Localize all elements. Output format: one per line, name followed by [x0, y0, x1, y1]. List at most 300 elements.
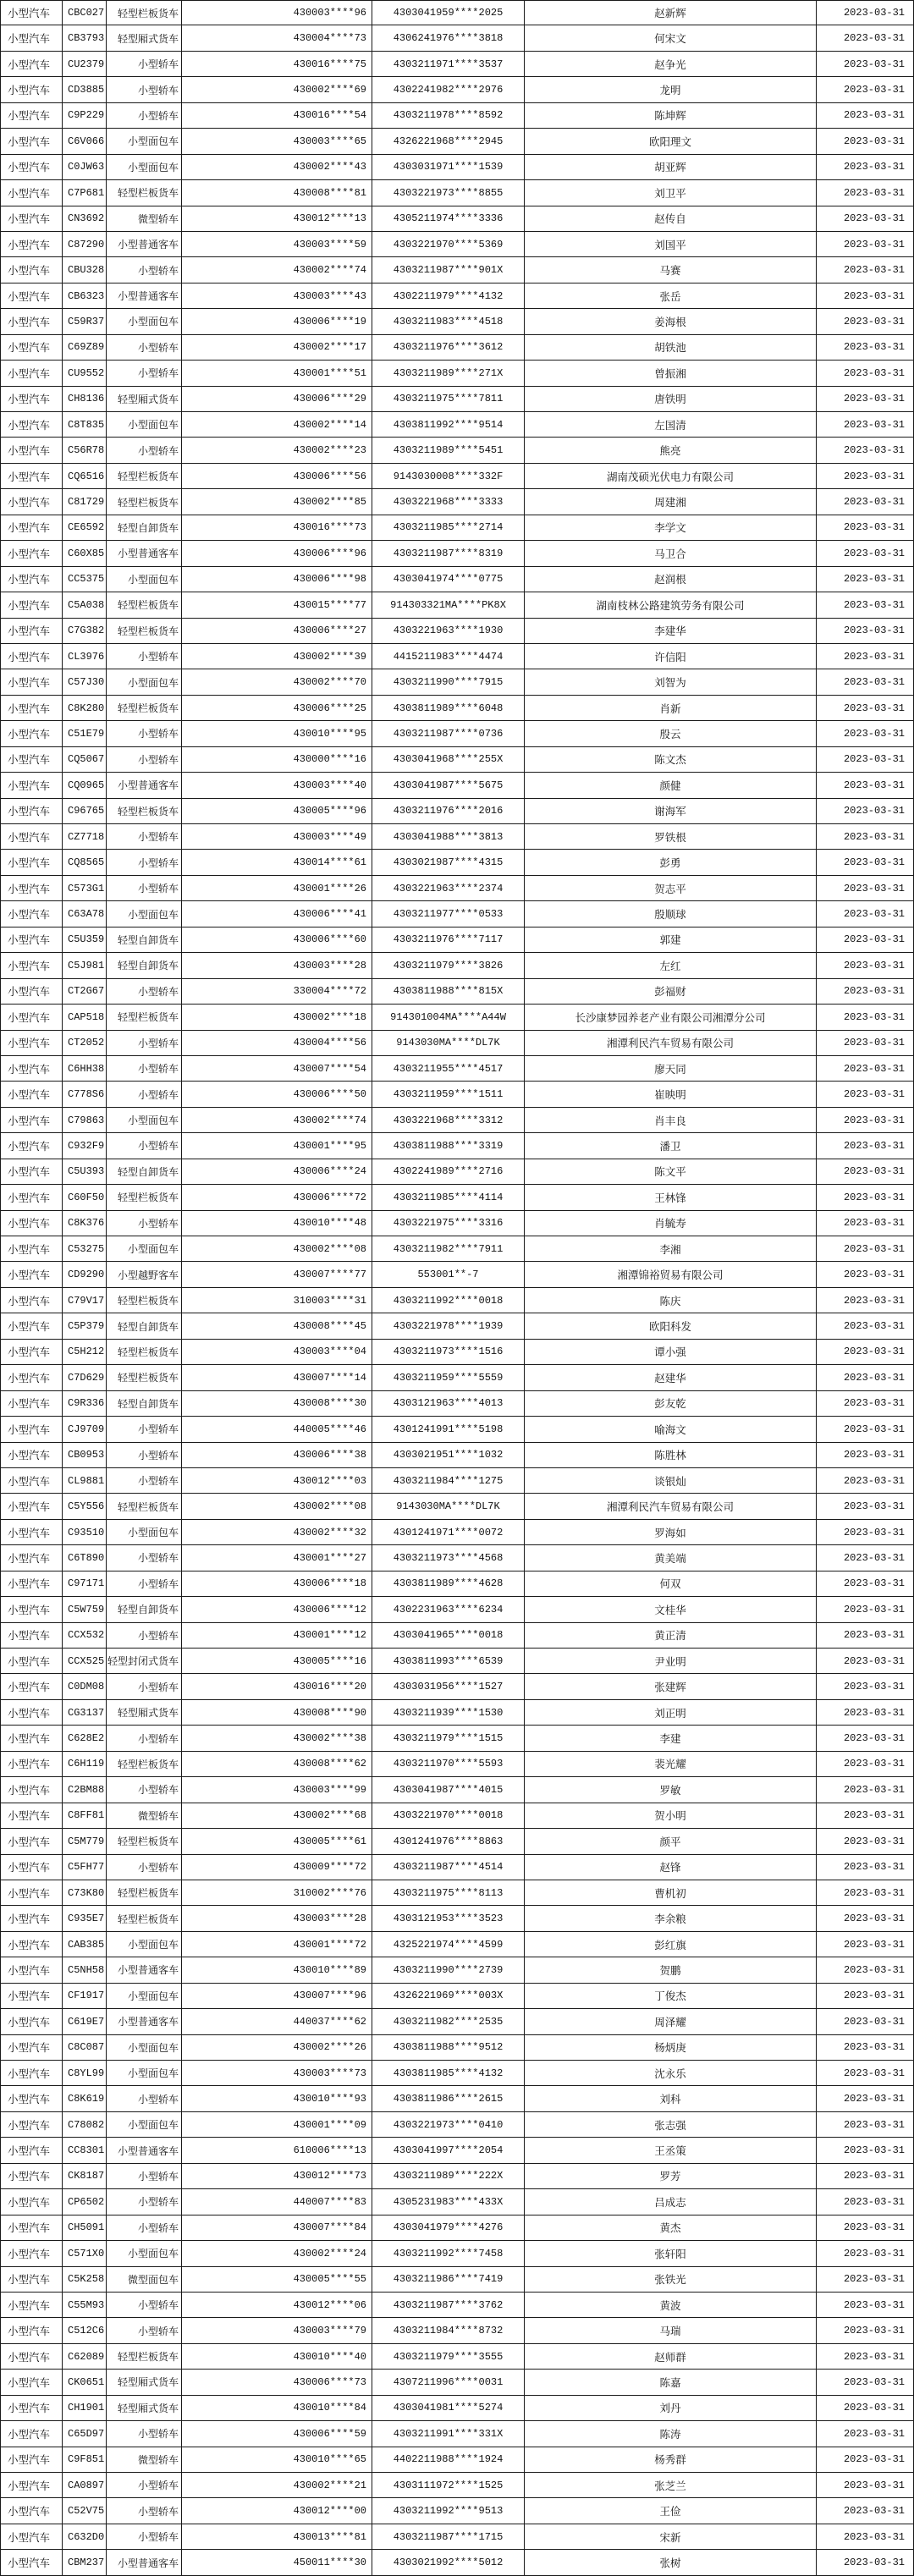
vehicle-type-cell: 小型汽车 — [0, 824, 63, 850]
owner-name-cell: 曾振湘 — [525, 361, 817, 386]
date-cell: 2023-03-31 — [817, 2524, 914, 2550]
table-row — [0, 2164, 914, 2189]
id-number-cell: 4303041981****5274 — [372, 2396, 525, 2421]
vehicle-model-cell: 轻型栏板货车 — [107, 489, 182, 515]
org-code-cell: 430003****65 — [182, 129, 372, 154]
date-cell: 2023-03-31 — [817, 1957, 914, 1983]
owner-name-cell: 左国清 — [525, 412, 817, 438]
vehicle-type-cell: 小型汽车 — [0, 464, 63, 489]
date-cell: 2023-03-31 — [817, 257, 914, 283]
plate-number-cell: CU2379 — [63, 52, 107, 77]
org-code-cell: 430002****69 — [182, 77, 372, 102]
date-cell: 2023-03-31 — [817, 2293, 914, 2318]
table-row — [0, 309, 914, 334]
owner-name-cell: 肖毓寿 — [525, 1211, 817, 1236]
org-code-cell: 430007****96 — [182, 1984, 372, 2009]
org-code-cell: 430003****49 — [182, 824, 372, 850]
date-cell: 2023-03-31 — [817, 1545, 914, 1571]
date-cell: 2023-03-31 — [817, 567, 914, 592]
id-number-cell: 4303811988****815X — [372, 979, 525, 1005]
org-code-cell: 430000****16 — [182, 747, 372, 773]
org-code-cell: 430002****38 — [182, 1726, 372, 1751]
vehicle-model-cell: 小型轿车 — [107, 644, 182, 669]
org-code-cell: 430003****79 — [182, 2318, 372, 2343]
vehicle-type-cell: 小型汽车 — [0, 2061, 63, 2086]
table-row — [0, 2344, 914, 2370]
owner-name-cell: 颜健 — [525, 773, 817, 798]
date-cell: 2023-03-31 — [817, 696, 914, 721]
vehicle-model-cell: 小型面包车 — [107, 567, 182, 592]
table-row — [0, 2086, 914, 2111]
vehicle-model-cell: 小型轿车 — [107, 2498, 182, 2524]
vehicle-model-cell: 小型轿车 — [107, 2318, 182, 2343]
date-cell: 2023-03-31 — [817, 387, 914, 412]
table-row — [0, 2524, 914, 2550]
plate-number-cell: C7G382 — [63, 619, 107, 644]
vehicle-type-cell: 小型汽车 — [0, 155, 63, 180]
table-row — [0, 1159, 914, 1185]
plate-number-cell: CQ5067 — [63, 747, 107, 773]
owner-name-cell: 肖丰良 — [525, 1108, 817, 1133]
vehicle-model-cell: 小型轿车 — [107, 1031, 182, 1056]
table-row — [0, 1108, 914, 1133]
table-row — [0, 1623, 914, 1649]
vehicle-type-cell: 小型汽车 — [0, 335, 63, 361]
org-code-cell: 430005****96 — [182, 799, 372, 824]
date-cell: 2023-03-31 — [817, 1236, 914, 1262]
date-cell: 2023-03-31 — [817, 25, 914, 51]
plate-number-cell: C5U359 — [63, 927, 107, 953]
vehicle-model-cell: 轻型栏板货车 — [107, 464, 182, 489]
org-code-cell: 430007****77 — [182, 1262, 372, 1287]
org-code-cell: 430013****81 — [182, 2524, 372, 2550]
vehicle-model-cell: 小型轿车 — [107, 2473, 182, 2498]
vehicle-model-cell: 轻型厢式货车 — [107, 2370, 182, 2395]
org-code-cell: 430003****28 — [182, 1906, 372, 1931]
date-cell: 2023-03-31 — [817, 155, 914, 180]
vehicle-model-cell: 轻型封闭式货车 — [107, 1649, 182, 1674]
id-number-cell: 4303121953****3523 — [372, 1906, 525, 1931]
vehicle-type-cell: 小型汽车 — [0, 1777, 63, 1803]
owner-name-cell: 谢海军 — [525, 799, 817, 824]
vehicle-type-cell: 小型汽车 — [0, 541, 63, 566]
id-number-cell: 4303031971****1539 — [372, 155, 525, 180]
plate-number-cell: CT2G67 — [63, 979, 107, 1005]
plate-number-cell: CAB385 — [63, 1932, 107, 1957]
plate-number-cell: C6H119 — [63, 1752, 107, 1777]
org-code-cell: 430010****65 — [182, 2447, 372, 2473]
vehicle-model-cell: 小型轿车 — [107, 1545, 182, 1571]
owner-name-cell: 马赛 — [525, 257, 817, 283]
plate-number-cell: C62089 — [63, 2344, 107, 2370]
vehicle-model-cell: 微型轿车 — [107, 206, 182, 232]
plate-number-cell: C87290 — [63, 232, 107, 257]
plate-number-cell: C78082 — [63, 2112, 107, 2138]
vehicle-model-cell: 小型轿车 — [107, 2189, 182, 2215]
vehicle-type-cell: 小型汽车 — [0, 1906, 63, 1931]
id-number-cell: 4303221968****3333 — [372, 489, 525, 515]
plate-number-cell: C935E7 — [63, 1906, 107, 1931]
plate-number-cell: CH8136 — [63, 387, 107, 412]
org-code-cell: 430006****96 — [182, 541, 372, 566]
table-row — [0, 644, 914, 669]
owner-name-cell: 陈文杰 — [525, 747, 817, 773]
owner-name-cell: 姜海根 — [525, 309, 817, 334]
date-cell: 2023-03-31 — [817, 283, 914, 309]
plate-number-cell: CN3692 — [63, 206, 107, 232]
vehicle-model-cell: 微型轿车 — [107, 1803, 182, 1829]
org-code-cell: 430002****43 — [182, 155, 372, 180]
org-code-cell: 430010****93 — [182, 2086, 372, 2111]
vehicle-type-cell: 小型汽车 — [0, 52, 63, 77]
org-code-cell: 430012****00 — [182, 2498, 372, 2524]
vehicle-type-cell: 小型汽车 — [0, 2189, 63, 2215]
date-cell: 2023-03-31 — [817, 1340, 914, 1365]
vehicle-model-cell: 小型轿车 — [107, 1855, 182, 1880]
plate-number-cell: C8FF81 — [63, 1803, 107, 1829]
table-row — [0, 180, 914, 206]
id-number-cell: 4303031956****1527 — [372, 1674, 525, 1699]
date-cell: 2023-03-31 — [817, 1571, 914, 1597]
owner-name-cell: 赵师群 — [525, 2344, 817, 2370]
vehicle-model-cell: 轻型栏板货车 — [107, 0, 182, 25]
vehicle-type-cell: 小型汽车 — [0, 206, 63, 232]
org-code-cell: 430005****61 — [182, 1829, 372, 1854]
table-row — [0, 1236, 914, 1262]
table-row — [0, 412, 914, 438]
vehicle-model-cell: 小型普通客车 — [107, 232, 182, 257]
owner-name-cell: 周泽耀 — [525, 2009, 817, 2034]
table-row — [0, 1855, 914, 1880]
org-code-cell: 430002****14 — [182, 412, 372, 438]
id-number-cell: 4303041959****2025 — [372, 0, 525, 25]
owner-name-cell: 陈胜林 — [525, 1443, 817, 1468]
plate-number-cell: C8K376 — [63, 1211, 107, 1236]
owner-name-cell: 李余粮 — [525, 1906, 817, 1931]
owner-name-cell: 马卫合 — [525, 541, 817, 566]
vehicle-type-cell: 小型汽车 — [0, 1984, 63, 2009]
vehicle-model-cell: 轻型栏板货车 — [107, 592, 182, 618]
plate-number-cell: C5W759 — [63, 1597, 107, 1622]
owner-name-cell: 胡铁池 — [525, 335, 817, 361]
plate-number-cell: C5NH58 — [63, 1957, 107, 1983]
plate-number-cell: CB3793 — [63, 25, 107, 51]
owner-name-cell: 黄杰 — [525, 2215, 817, 2241]
plate-number-cell: C0JW63 — [63, 155, 107, 180]
table-row — [0, 2009, 914, 2034]
vehicle-type-cell: 小型汽车 — [0, 129, 63, 154]
plate-number-cell: C55M93 — [63, 2293, 107, 2318]
table-row — [0, 1700, 914, 1726]
vehicle-type-cell: 小型汽车 — [0, 1159, 63, 1185]
vehicle-type-cell: 小型汽车 — [0, 2215, 63, 2241]
org-code-cell: 430015****77 — [182, 592, 372, 618]
plate-number-cell: CBC027 — [63, 0, 107, 25]
vehicle-model-cell: 小型面包车 — [107, 412, 182, 438]
date-cell: 2023-03-31 — [817, 2318, 914, 2343]
table-row — [0, 1185, 914, 1210]
table-row — [0, 515, 914, 541]
org-code-cell: 430003****59 — [182, 232, 372, 257]
vehicle-type-cell: 小型汽车 — [0, 361, 63, 386]
date-cell: 2023-03-31 — [817, 2421, 914, 2447]
vehicle-model-cell: 小型轿车 — [107, 2293, 182, 2318]
org-code-cell: 430012****03 — [182, 1468, 372, 1494]
vehicle-type-cell: 小型汽车 — [0, 1031, 63, 1056]
id-number-cell: 914301004MA****A44W — [372, 1005, 525, 1030]
owner-name-cell: 彭勇 — [525, 850, 817, 875]
owner-name-cell: 熊亮 — [525, 438, 817, 463]
date-cell: 2023-03-31 — [817, 1108, 914, 1133]
org-code-cell: 430006****29 — [182, 387, 372, 412]
org-code-cell: 430001****09 — [182, 2112, 372, 2138]
date-cell: 2023-03-31 — [817, 1880, 914, 1906]
id-number-cell: 4302231963****6234 — [372, 1597, 525, 1622]
plate-number-cell: C56R78 — [63, 438, 107, 463]
id-number-cell: 4303211985****2714 — [372, 515, 525, 541]
owner-name-cell: 陈文平 — [525, 1159, 817, 1185]
vehicle-type-cell: 小型汽车 — [0, 1417, 63, 1442]
org-code-cell: 430012****13 — [182, 206, 372, 232]
table-row — [0, 1391, 914, 1417]
vehicle-model-cell: 轻型栏板货车 — [107, 1340, 182, 1365]
table-row — [0, 2215, 914, 2241]
plate-number-cell: C81729 — [63, 489, 107, 515]
org-code-cell: 430016****54 — [182, 103, 372, 129]
vehicle-model-cell: 小型普通客车 — [107, 2550, 182, 2575]
owner-name-cell: 尹业明 — [525, 1649, 817, 1674]
id-number-cell: 4303021992****5012 — [372, 2550, 525, 2575]
vehicle-type-cell: 小型汽车 — [0, 876, 63, 901]
table-row — [0, 1932, 914, 1957]
plate-number-cell: CG3137 — [63, 1700, 107, 1726]
owner-name-cell: 丁俊杰 — [525, 1984, 817, 2009]
owner-name-cell: 谭小强 — [525, 1340, 817, 1365]
id-number-cell: 4303811988****3319 — [372, 1133, 525, 1159]
id-number-cell: 4303211979****3826 — [372, 953, 525, 978]
org-code-cell: 430016****75 — [182, 52, 372, 77]
table-row — [0, 438, 914, 463]
vehicle-model-cell: 小型面包车 — [107, 1236, 182, 1262]
vehicle-model-cell: 轻型栏板货车 — [107, 1365, 182, 1390]
owner-name-cell: 李湘 — [525, 1236, 817, 1262]
plate-number-cell: C5M779 — [63, 1829, 107, 1854]
table-row — [0, 206, 914, 232]
org-code-cell: 430008****30 — [182, 1391, 372, 1417]
vehicle-model-cell: 轻型自卸货车 — [107, 1313, 182, 1339]
plate-number-cell: CC5375 — [63, 567, 107, 592]
owner-name-cell: 谈银灿 — [525, 1468, 817, 1494]
id-number-cell: 4303041979****4276 — [372, 2215, 525, 2241]
table-row — [0, 1056, 914, 1082]
plate-number-cell: C57J30 — [63, 669, 107, 695]
id-number-cell: 4303211973****4568 — [372, 1545, 525, 1571]
org-code-cell: 430007****84 — [182, 2215, 372, 2241]
org-code-cell: 430012****73 — [182, 2164, 372, 2189]
table-row — [0, 2396, 914, 2421]
table-row — [0, 1133, 914, 1159]
org-code-cell: 430002****18 — [182, 1005, 372, 1030]
vehicle-type-cell: 小型汽车 — [0, 1726, 63, 1751]
vehicle-model-cell: 小型面包车 — [107, 2035, 182, 2061]
org-code-cell: 430003****43 — [182, 283, 372, 309]
table-row — [0, 1906, 914, 1931]
owner-name-cell: 湘潭锦裕贸易有限公司 — [525, 1262, 817, 1287]
id-number-cell: 4303041965****0018 — [372, 1623, 525, 1649]
owner-name-cell: 赵润根 — [525, 567, 817, 592]
table-row — [0, 1468, 914, 1494]
vehicle-model-cell: 轻型栏板货车 — [107, 799, 182, 824]
vehicle-model-cell: 小型普通客车 — [107, 283, 182, 309]
id-number-cell: 4303811986****2615 — [372, 2086, 525, 2111]
org-code-cell: 430016****20 — [182, 1674, 372, 1699]
vehicle-type-cell: 小型汽车 — [0, 850, 63, 875]
table-row — [0, 283, 914, 309]
org-code-cell: 430008****62 — [182, 1752, 372, 1777]
date-cell: 2023-03-31 — [817, 438, 914, 463]
id-number-cell: 4303041968****255X — [372, 747, 525, 773]
owner-name-cell: 刘卫平 — [525, 180, 817, 206]
table-row — [0, 1520, 914, 1545]
id-number-cell: 4303211984****1275 — [372, 1468, 525, 1494]
id-number-cell: 4305231983****433X — [372, 2189, 525, 2215]
date-cell: 2023-03-31 — [817, 1211, 914, 1236]
plate-number-cell: C5H212 — [63, 1340, 107, 1365]
owner-name-cell: 张芝兰 — [525, 2473, 817, 2498]
id-number-cell: 4303221970****0018 — [372, 1803, 525, 1829]
date-cell: 2023-03-31 — [817, 2086, 914, 2111]
plate-number-cell: C69Z89 — [63, 335, 107, 361]
owner-name-cell: 王俭 — [525, 2498, 817, 2524]
id-number-cell: 9143030MA****DL7K — [372, 1031, 525, 1056]
date-cell: 2023-03-31 — [817, 2035, 914, 2061]
org-code-cell: 430002****24 — [182, 2241, 372, 2266]
table-row — [0, 1597, 914, 1622]
table-row — [0, 1649, 914, 1674]
plate-number-cell: CT2052 — [63, 1031, 107, 1056]
id-number-cell: 4303211987****0736 — [372, 721, 525, 746]
id-number-cell: 4303211978****8592 — [372, 103, 525, 129]
owner-name-cell: 黄美端 — [525, 1545, 817, 1571]
table-row — [0, 2267, 914, 2293]
date-cell: 2023-03-31 — [817, 1520, 914, 1545]
table-row — [0, 1443, 914, 1468]
date-cell: 2023-03-31 — [817, 979, 914, 1005]
plate-number-cell: CQ0965 — [63, 773, 107, 798]
date-cell: 2023-03-31 — [817, 1417, 914, 1442]
org-code-cell: 440037****62 — [182, 2009, 372, 2034]
plate-number-cell: CH5091 — [63, 2215, 107, 2241]
table-row — [0, 1031, 914, 1056]
date-cell: 2023-03-31 — [817, 592, 914, 618]
vehicle-type-cell: 小型汽车 — [0, 1236, 63, 1262]
date-cell: 2023-03-31 — [817, 2189, 914, 2215]
id-number-cell: 4303811992****9514 — [372, 412, 525, 438]
vehicle-type-cell: 小型汽车 — [0, 773, 63, 798]
date-cell: 2023-03-31 — [817, 1700, 914, 1726]
org-code-cell: 430010****84 — [182, 2396, 372, 2421]
plate-number-cell: CD9290 — [63, 1262, 107, 1287]
plate-number-cell: CK8187 — [63, 2164, 107, 2189]
owner-name-cell: 周建湘 — [525, 489, 817, 515]
vehicle-type-cell: 小型汽车 — [0, 2421, 63, 2447]
owner-name-cell: 刘丹 — [525, 2396, 817, 2421]
id-number-cell: 4303211985****4114 — [372, 1185, 525, 1210]
id-number-cell: 4306241976****3818 — [372, 25, 525, 51]
id-number-cell: 4303211982****7911 — [372, 1236, 525, 1262]
vehicle-type-cell: 小型汽车 — [0, 2396, 63, 2421]
owner-name-cell: 李学文 — [525, 515, 817, 541]
table-row — [0, 1340, 914, 1365]
date-cell: 2023-03-31 — [817, 1906, 914, 1931]
plate-number-cell: C932F9 — [63, 1133, 107, 1159]
org-code-cell: 430006****38 — [182, 1443, 372, 1468]
vehicle-type-cell: 小型汽车 — [0, 232, 63, 257]
owner-name-cell: 贺小明 — [525, 1803, 817, 1829]
table-row — [0, 2293, 914, 2318]
plate-number-cell: CP6502 — [63, 2189, 107, 2215]
org-code-cell: 430002****08 — [182, 1236, 372, 1262]
owner-name-cell: 张轩阳 — [525, 2241, 817, 2266]
id-number-cell: 4303811988****9512 — [372, 2035, 525, 2061]
vehicle-model-cell: 小型轿车 — [107, 1443, 182, 1468]
date-cell: 2023-03-31 — [817, 1288, 914, 1313]
plate-number-cell: C573G1 — [63, 876, 107, 901]
date-cell: 2023-03-31 — [817, 2447, 914, 2473]
vehicle-type-cell: 小型汽车 — [0, 619, 63, 644]
date-cell: 2023-03-31 — [817, 619, 914, 644]
plate-number-cell: C9F851 — [63, 2447, 107, 2473]
vehicle-model-cell: 小型面包车 — [107, 1932, 182, 1957]
vehicle-model-cell: 小型轿车 — [107, 2086, 182, 2111]
plate-number-cell: C632D0 — [63, 2524, 107, 2550]
vehicle-type-cell: 小型汽车 — [0, 1365, 63, 1390]
date-cell: 2023-03-31 — [817, 901, 914, 927]
vehicle-type-cell: 小型汽车 — [0, 1520, 63, 1545]
date-cell: 2023-03-31 — [817, 1159, 914, 1185]
vehicle-model-cell: 小型轿车 — [107, 1726, 182, 1751]
vehicle-model-cell: 小型轿车 — [107, 1468, 182, 1494]
plate-number-cell: C6HH38 — [63, 1056, 107, 1082]
table-row — [0, 541, 914, 566]
plate-number-cell: C60F50 — [63, 1185, 107, 1210]
vehicle-model-cell: 小型面包车 — [107, 669, 182, 695]
date-cell: 2023-03-31 — [817, 541, 914, 566]
id-number-cell: 4326221968****2945 — [372, 129, 525, 154]
vehicle-type-cell: 小型汽车 — [0, 696, 63, 721]
owner-name-cell: 王丞策 — [525, 2138, 817, 2163]
vehicle-type-cell: 小型汽车 — [0, 1005, 63, 1030]
plate-number-cell: C5A038 — [63, 592, 107, 618]
plate-number-cell: C628E2 — [63, 1726, 107, 1751]
date-cell: 2023-03-31 — [817, 927, 914, 953]
vehicle-type-cell: 小型汽车 — [0, 2164, 63, 2189]
plate-number-cell: C5P379 — [63, 1313, 107, 1339]
vehicle-model-cell: 小型轿车 — [107, 1133, 182, 1159]
date-cell: 2023-03-31 — [817, 1005, 914, 1030]
vehicle-type-cell: 小型汽车 — [0, 747, 63, 773]
vehicle-type-cell: 小型汽车 — [0, 25, 63, 51]
owner-name-cell: 赵建华 — [525, 1365, 817, 1390]
id-number-cell: 4303211987****901X — [372, 257, 525, 283]
id-number-cell: 4303211979****1515 — [372, 1726, 525, 1751]
vehicle-type-cell: 小型汽车 — [0, 1443, 63, 1468]
vehicle-type-cell: 小型汽车 — [0, 1313, 63, 1339]
owner-name-cell: 湖南枝林公路建筑劳务有限公司 — [525, 592, 817, 618]
plate-number-cell: C73K80 — [63, 1880, 107, 1906]
plate-number-cell: CC8301 — [63, 2138, 107, 2163]
date-cell: 2023-03-31 — [817, 644, 914, 669]
